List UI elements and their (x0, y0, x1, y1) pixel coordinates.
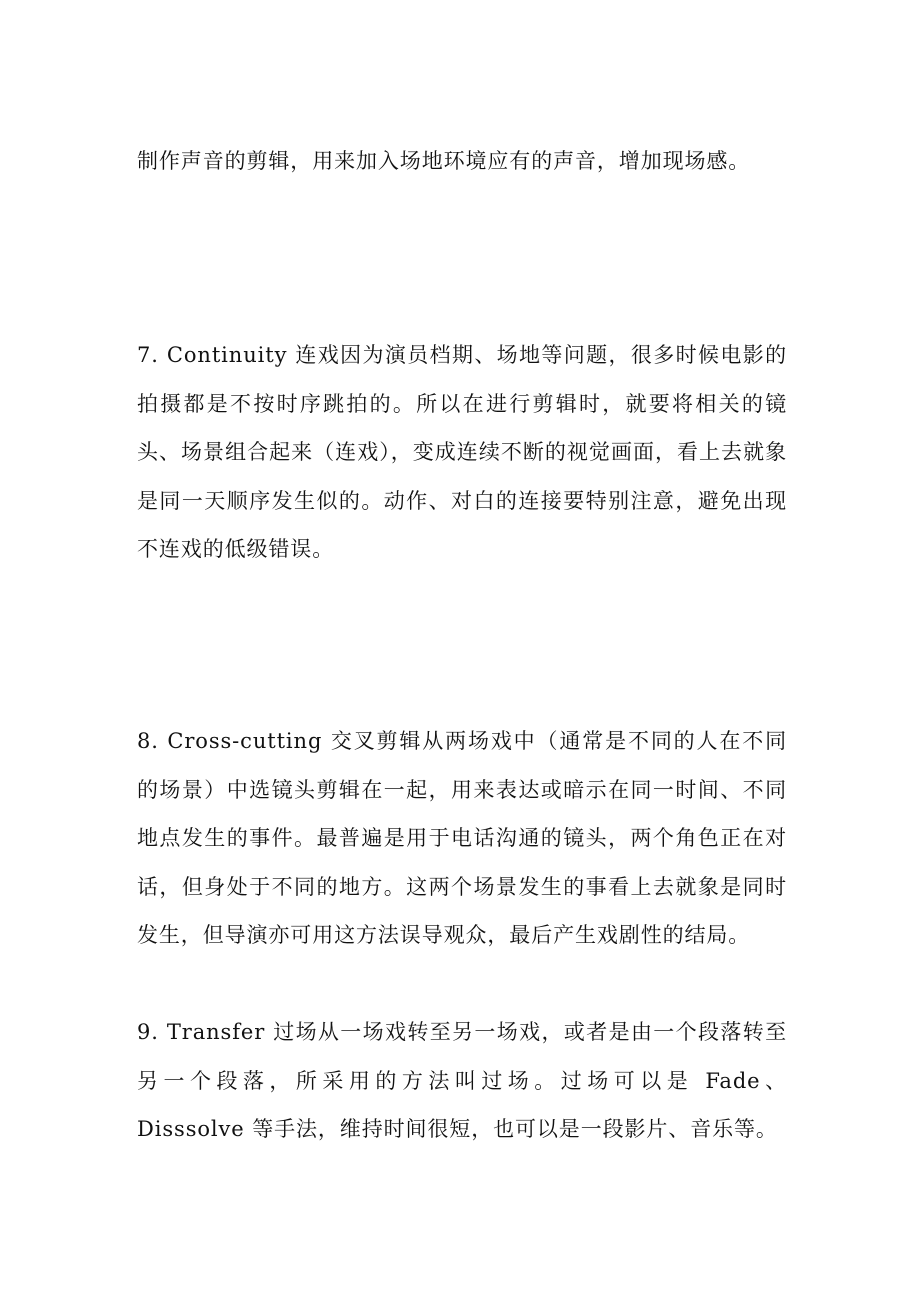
paragraph-transfer: 9. Transfer 过场从一场戏转至另一场戏，或者是由一个段落转至另一个段落，所采用的方法叫过场。过场可以是 Fade、Disssolve 等手法，维持时间很短，也可以是一段影片、音乐等。 (137, 1020, 787, 1141)
paragraph-continuity: 7. Continuity 连戏因为演员档期、场地等问题，很多时候电影的拍摄都是不按时序跳拍的。所以在进行剪辑时，就要将相关的镜头、场景组合起来（连戏），变成连续不断的视觉画面，看上去就象是同一天顺序发生似的。动作、对白的连接要特别注意，避免出现不连戏的低级错误。 (137, 343, 787, 561)
paragraph-sound-editing: 制作声音的剪辑，用来加入场地环境应有的声音，增加现场感。 (137, 149, 751, 173)
paragraph-cross-cutting: 8. Cross-cutting 交叉剪辑从两场戏中（通常是不同的人在不同的场景）中选镜头剪辑在一起，用来表达或暗示在同一时间、不同地点发生的事件。最普遍是用于电话沟通的镜头，两个角色正在对话，但身处于不同的地方。这两个场景发生的事看上去就象是同时发生，但导演亦可用这方法误导观众，最后产生戏剧性的结局。 (137, 729, 787, 947)
